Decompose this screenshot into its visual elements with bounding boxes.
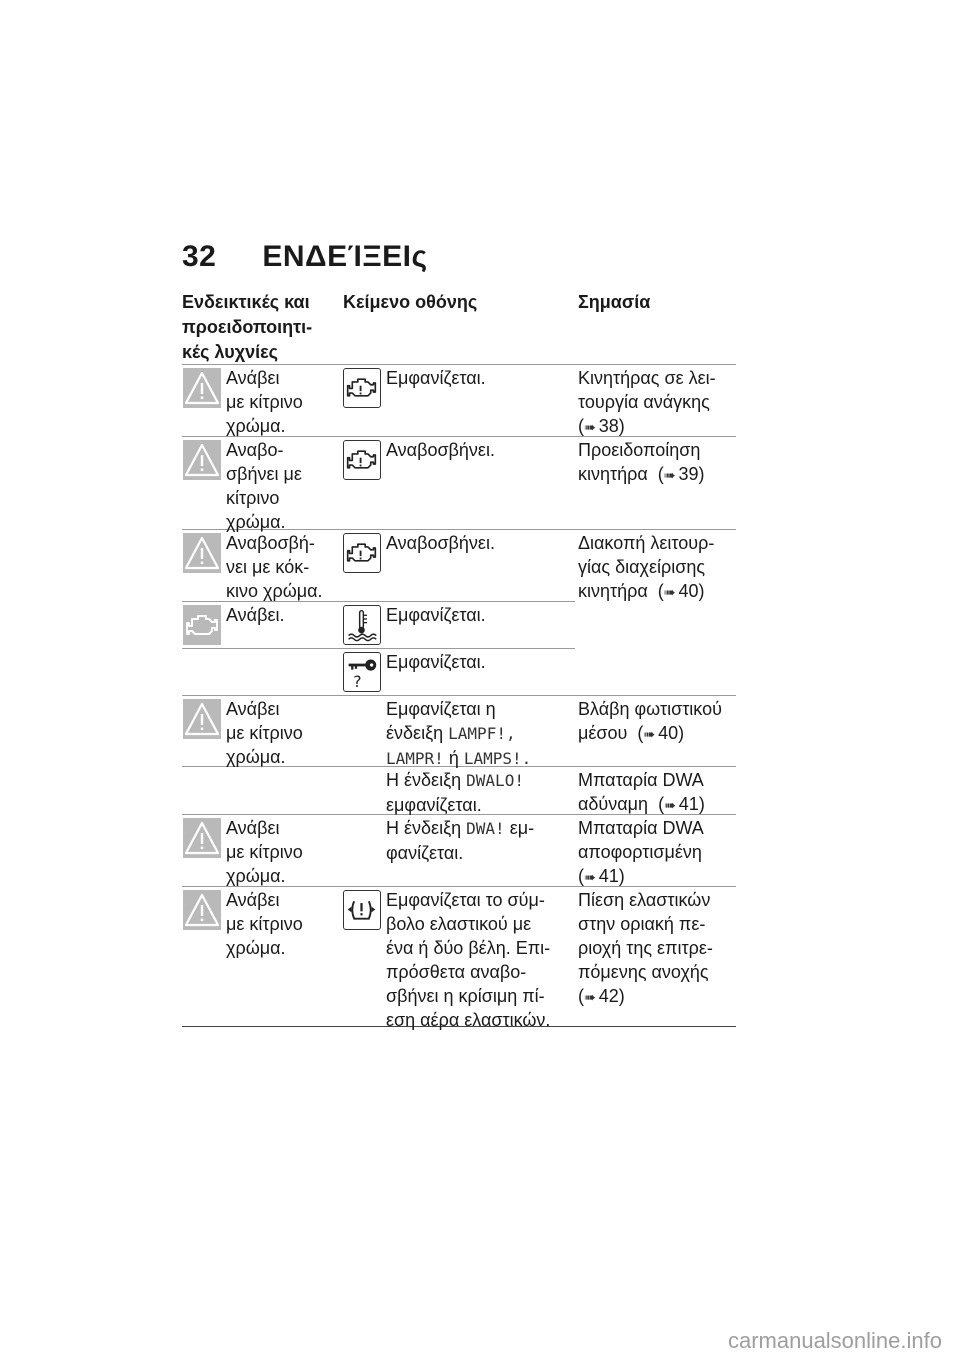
coolant-temperature-icon [343,605,381,645]
warning-triangle-icon [183,818,221,858]
warning-triangle-icon [183,533,221,573]
table-rule [182,364,736,365]
column-header-lamps: Ενδεικτικές και προειδοποιητι- κές λυχνίες [182,292,313,362]
lamp-state: Ανάβει με κίτρινο χρώμα. [226,890,303,958]
display-text: Εμφανίζεται. [386,605,486,625]
display-text: Αναβοσβήνει. [386,440,495,460]
warning-triangle-icon [183,699,221,739]
engine-check-icon [183,605,221,645]
display-text: Η ένδειξη DWA! εμ- φανίζεται. [386,818,535,863]
arrow-right-icon: ➠ [584,869,596,885]
meaning: Βλάβη φωτιστικού μέσου (➠ 40) [578,697,722,746]
key-unknown-icon [343,652,381,692]
meaning: Διακοπή λειτουρ- γίας διαχείρισης κινητήρα (➠ 40) [578,531,714,604]
arrow-right-icon: ➠ [584,419,596,435]
engine-check-icon [343,368,381,408]
meaning: Κινητήρας σε λει- τουργία ανάγκης (➠ 38) [578,366,716,439]
display-code: LAMPS!. [463,749,532,768]
meaning: Μπαταρία DWA αποφορτισμένη (➠ 41) [578,816,704,889]
meaning: Προειδοποίηση κινητήρα (➠ 39) [578,438,705,487]
lamp-state: Ανάβει. [226,605,285,625]
page-reference[interactable]: κινητήρα (➠ 40) [578,581,705,601]
table-rule [182,648,575,649]
meaning: Μπαταρία DWA αδύναμη (➠ 41) [578,768,705,817]
section-title: ΕΝΔΕΊΞΕΙς [262,240,428,273]
page-header [182,240,428,274]
page-reference[interactable]: κινητήρα (➠ 39) [578,464,705,484]
column-header-display-text: Κείμενο οθόνης [343,292,478,312]
lamp-state: Ανάβει με κίτρινο χρώμα. [226,699,303,767]
warning-triangle-icon [183,440,221,480]
arrow-right-icon: ➠ [643,726,656,742]
engine-check-icon [343,440,381,480]
display-text: Εμφανίζεται. [386,368,486,388]
lamp-state: Ανάβει με κίτρινο χρώμα. [226,818,303,886]
column-header-meaning: Σημασία [578,292,651,312]
display-text: Η ένδειξη DWALO! εμφανίζεται. [386,770,524,815]
display-code: LAMPR! [386,749,444,768]
page-reference[interactable]: (➠ 38) [578,416,625,436]
page-reference[interactable]: μέσου (➠ 40) [578,723,685,743]
lamp-state: Αναβοσβή- νει με κόκ- κινο χρώμα. [226,533,323,601]
display-code: DWALO! [466,771,524,790]
warning-triangle-icon [183,890,221,930]
arrow-right-icon: ➠ [663,467,676,483]
svg-text:?: ? [353,672,362,690]
lamp-state: Αναβο- σβήνει με κίτρινο χρώμα. [226,440,302,532]
watermark: carmanualsonline.info [727,1328,942,1353]
warning-triangle-icon [183,368,221,408]
engine-check-icon [343,533,381,573]
page-number: 32 [182,240,217,273]
arrow-right-icon: ➠ [664,797,676,813]
display-code: DWA! [466,819,505,838]
display-code: LAMPF!, [448,724,516,743]
tyre-pressure-icon [343,890,381,930]
table-rule [182,695,736,696]
meaning: Πίεση ελαστικών στην οριακή πε- ριοχή της επιτρε- πόμενης ανοχής (➠ 42) [578,888,713,1009]
arrow-right-icon: ➠ [663,584,676,600]
page-reference[interactable]: (➠ 42) [578,986,625,1006]
display-text: Εμφανίζεται η ένδειξη LAMPF!, LAMPR! ή LAMPS!. [386,699,532,768]
display-text: Εμφανίζεται το σύμ- βολο ελαστικού με ένα ή δύο βέλη. Επι- πρόσθετα αναβο- σβήνει η κρίσιμη πί- εση αέρα ελαστικών. [386,890,551,1030]
page-reference[interactable]: αδύναμη (➠ 41) [578,794,705,814]
arrow-right-icon: ➠ [584,989,596,1005]
display-text: Εμφανίζεται. [386,652,486,672]
page-reference[interactable]: (➠ 41) [578,866,625,886]
display-text: Αναβοσβήνει. [386,533,495,553]
lamp-state: Ανάβει με κίτρινο χρώμα. [226,368,303,436]
